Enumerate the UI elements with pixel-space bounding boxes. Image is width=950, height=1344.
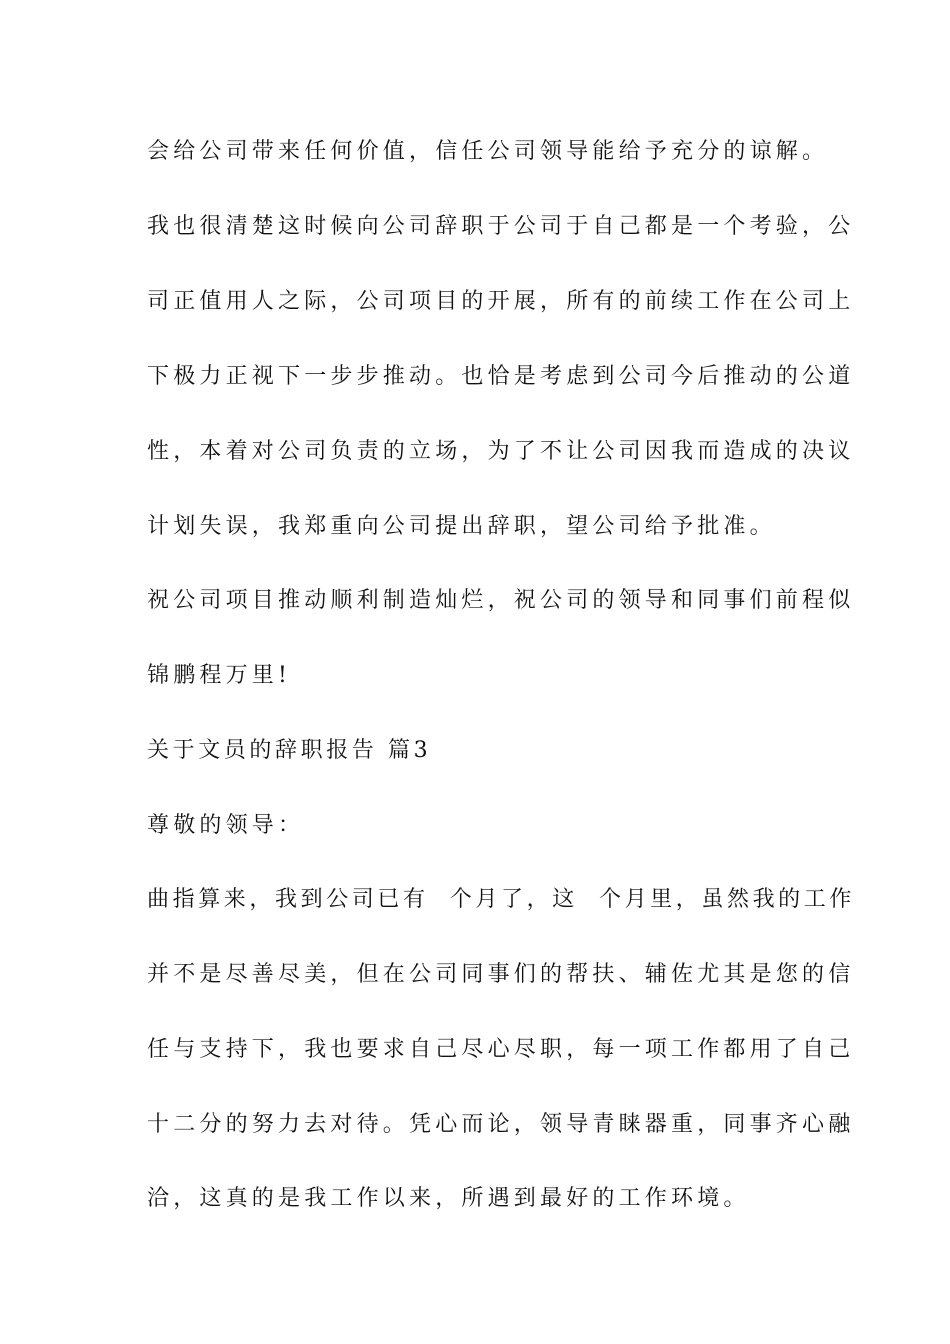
- body-text-line: 会给公司带来任何价值，信任公司领导能给予充分的谅解。: [147, 139, 829, 164]
- salutation: 尊敬的领导：: [147, 813, 305, 838]
- body-text-line: 司正值用人之际，公司项目的开展，所有的前续工作在公司上: [147, 289, 855, 314]
- body-text-line: 任与支持下，我也要求自己尽心尽职，每一项工作都用了自己: [147, 1037, 855, 1062]
- body-text-line: 性，本着对公司负责的立场，为了不让公司因我而造成的决议: [147, 439, 855, 464]
- body-text-line: 十二分的努力去对待。凭心而论，领导青睐器重，同事齐心融: [147, 1112, 855, 1137]
- body-text-line: 并不是尽善尽美，但在公司同事们的帮扶、辅佐尤其是您的信: [147, 962, 855, 987]
- body-text-line: 我也很清楚这时候向公司辞职于公司于自己都是一个考验，公: [147, 214, 855, 239]
- body-text-line: 祝公司项目推动顺利制造灿烂，祝公司的领导和同事们前程似: [147, 588, 855, 613]
- body-text-line: 曲指算来，我到公司已有 个月了，这 个月里，虽然我的工作: [147, 887, 855, 912]
- body-text-line: 锦鹏程万里!: [147, 663, 292, 688]
- body-text-line: 计划失误，我郑重向公司提出辞职，望公司给予批准。: [147, 514, 776, 539]
- section-heading: 关于文员的辞职报告 篇3: [147, 738, 432, 763]
- body-text-line: 下极力正视下一步步推动。也恰是考虑到公司今后推动的公道: [147, 364, 855, 389]
- body-text-line: 洽，这真的是我工作以来，所遇到最好的工作环境。: [147, 1186, 750, 1211]
